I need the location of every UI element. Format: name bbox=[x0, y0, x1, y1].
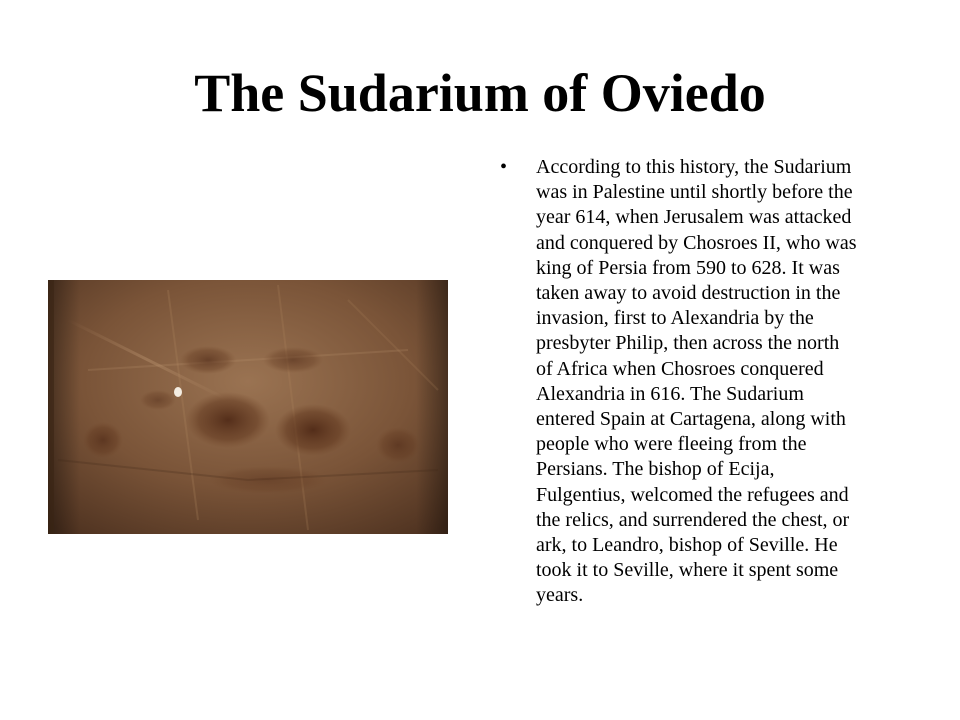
text-line: Alexandria in 616. The Sudarium bbox=[536, 382, 804, 405]
text-line: taken away to avoid destruction in the bbox=[536, 282, 841, 305]
text-line: entered Spain at Cartagena, along with bbox=[536, 408, 846, 431]
bullet-item bbox=[500, 155, 940, 609]
text-line: year 614, when Jerusalem was attacked bbox=[536, 206, 852, 229]
text-line: took it to Seville, where it spent some bbox=[536, 559, 839, 582]
text-line: Fulgentius, welcomed the refugees and bbox=[536, 483, 849, 506]
text-line: According to this history, the Sudarium bbox=[536, 156, 852, 178]
slide-title: The Sudarium of Oviedo bbox=[194, 63, 766, 123]
text-line: the relics, and surrendered the chest, or bbox=[536, 508, 850, 531]
bullet-text bbox=[536, 155, 940, 609]
text-line: presbyter Philip, then across the north bbox=[536, 332, 840, 355]
bullet-list bbox=[500, 155, 940, 609]
text-line: Persians. The bishop of Ecija, bbox=[536, 458, 775, 481]
text-line: and conquered by Chosroes II, who was bbox=[536, 231, 857, 254]
bullet-icon: • bbox=[500, 156, 508, 178]
text-line: invasion, first to Alexandria by the bbox=[536, 307, 814, 330]
text-line: was in Palestine until shortly before the bbox=[536, 181, 853, 204]
text-line: people who were fleeing from the bbox=[536, 433, 807, 456]
text-line: king of Persia from 590 to 628. It was bbox=[536, 256, 840, 279]
text-line: ark, to Leandro, bishop of Seville. He bbox=[536, 534, 838, 557]
sudarium-cloth-image bbox=[48, 280, 448, 534]
text-line: years. bbox=[536, 584, 584, 607]
text-line: of Africa when Chosroes conquered bbox=[536, 357, 824, 380]
